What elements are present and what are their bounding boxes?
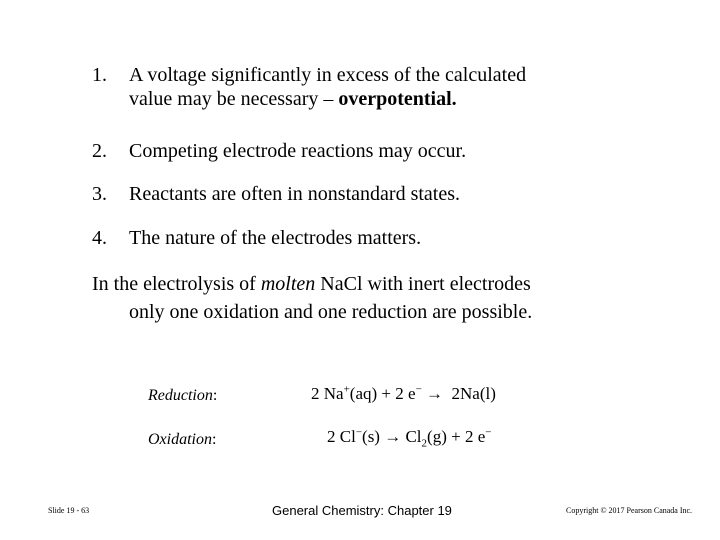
oxidation-label [148,431,216,449]
reduction-label-colon: : [212,387,218,404]
point-text: A voltage significantly in excess of the calculated [129,64,527,86]
point-text: The nature of the electrodes matters. [129,227,422,249]
oxidation-equation [327,426,492,450]
eq-sup: + [343,383,350,396]
eq-arrow: → [421,384,452,403]
oxidation-label-text: Oxidation [148,431,212,448]
point-text: Reactants are often in nonstandard states. [129,183,460,205]
eq-part: (g) + 2 e [427,427,486,446]
eq-part: (aq) + 2 e [349,384,416,403]
electrolysis-paragraph [92,270,652,326]
slide-number: Slide 19 - 63 [48,506,90,515]
footer-title: General Chemistry: Chapter 19 [272,503,452,518]
point-number: 4. [92,227,107,249]
eq-part: 2Na(l) [451,384,496,403]
paragraph-prefix: In the electrolysis of [92,273,261,295]
reduction-equation [311,384,496,404]
eq-sup: − [355,426,363,439]
copyright: Copyright © 2017 Pearson Canada Inc. [566,506,693,515]
point-1 [92,63,652,111]
point-number: 1. [92,64,107,86]
point-number: 2. [92,140,107,162]
point-text-cont: value may be necessary – [129,88,339,110]
point-text: Competing electrode reactions may occur. [129,140,467,162]
eq-sup: − [485,426,492,439]
point-3 [92,182,652,206]
reduction-label-text: Reduction [148,387,213,404]
oxidation-label-colon: : [212,431,217,448]
overpotential-term: overpotential. [338,88,457,110]
paragraph-italic: molten [260,273,316,295]
reduction-label [148,387,217,405]
eq-sub: 2 [421,437,428,450]
eq-part: 2 Cl [327,427,356,446]
eq-sup: − [415,383,422,396]
point-4 [92,226,652,250]
point-number: 3. [92,183,107,205]
point-2 [92,139,652,163]
paragraph-suffix: NaCl with inert electrodes [315,273,531,295]
eq-part: (s) → Cl [362,427,422,446]
paragraph-line2: only one oxidation and one reduction are possible. [129,301,533,323]
eq-part: 2 Na [311,384,344,403]
